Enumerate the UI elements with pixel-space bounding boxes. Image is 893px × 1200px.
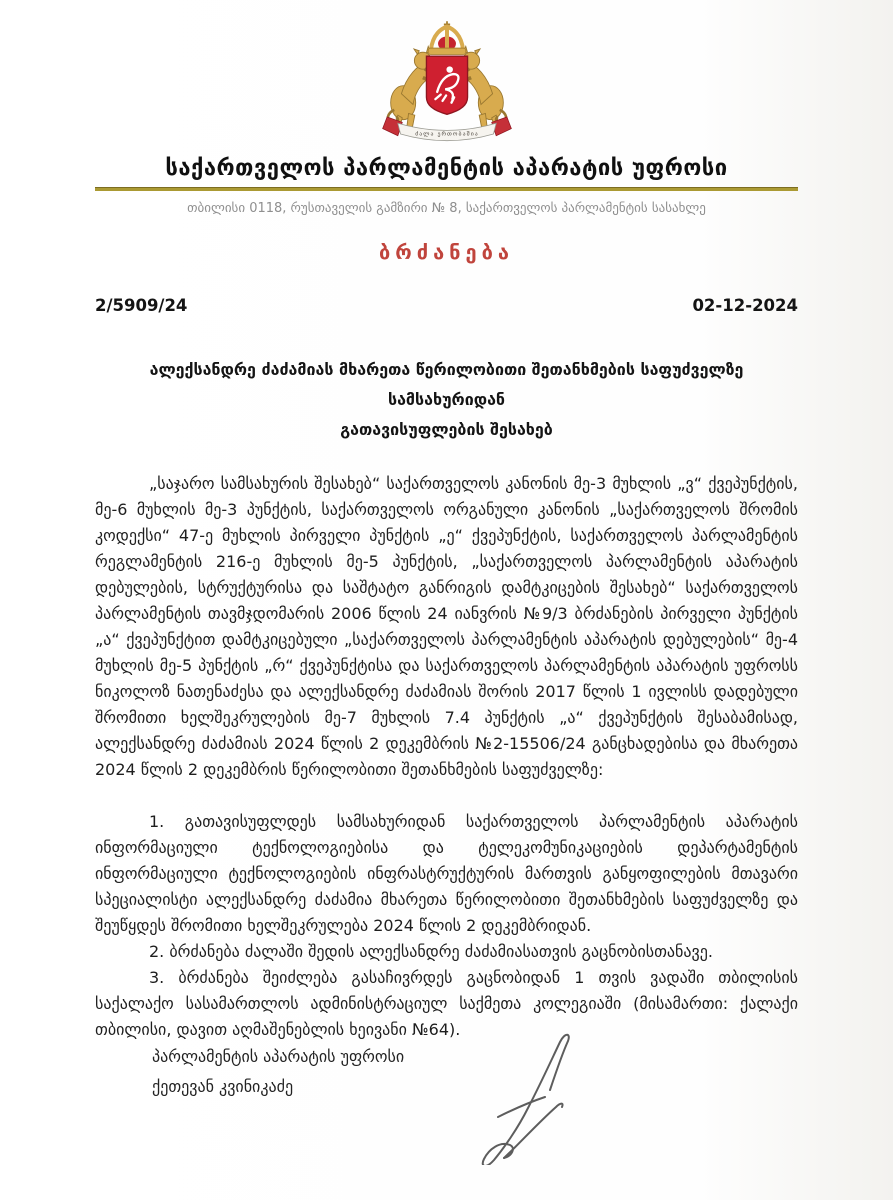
order-item-2: [95, 939, 798, 965]
preamble-paragraph: „საჯარო სამსახურის შესახებ“ საქართველოს კანონის მე-3 მუხლის „ვ“ ქვეპუნქტის, მე-6 მუხლის მე-3 პუნქტის, საქართველოს ორგანული კანონის „საქართველოს შრომის კოდექსი“ 47-ე მუხლის პირველი პუნქტის „ე“ ქვეპუნქტის, საქართველოს პარლამენტის რეგლამენტის 216-ე მუხლის მე-5 პუნქტის, „საქართველოს პარლამენტის აპარატის დებულების, სტრუქტურისა და საშტატო განრიგის დამტკიცების შესახებ“ საქართველოს პარლამენტის თავმჯდომარის 2006 წლის 24 იანვრის №9/3 ბრძანების პირველი პუნქტის „ა“ ქვეპუნქტით დამტკიცებული „საქართველოს პარლამენტის აპარატის დებულების“ მე-4 მუხლის მე-5 პუნქტის „რ“ ქვეპუნქტისა და საქართველოს პარლამენტის აპარატის უფროსს ნიკოლოზ ნათენაძესა და ალექსანდრე ძაძამიას შორის 2017 წლის 1 ივლისს დადებული შრომითი ხელშეკრულების მე-7 მუხლის 7.4 პუნქტის „ა“ ქვეპუნქტის შესაბამისად, ალექსანდრე ძაძამიას 2024 წლის 2 დეკემბრის №2-15506/24 განცხადებისა და მხარეთა 2024 წლის 2 დეკემბრის წერილობითი შეთანხმების საფუძველზე:: [95, 474, 798, 779]
item-text: ბრძანება შეიძლება გასაჩივრდეს გაცნობიდან 1 თვის ვადაში თბილისის საქალაქო სასამართლოს ადმინისტრაციულ საქმეთა კოლეგიაში (მისამართი: ქალაქი თბილისი, დავით აღმაშენებლის ხეივანი №64).: [95, 968, 798, 1039]
motto-text: ძალა ერთობაშია: [414, 131, 479, 138]
org-title: საქართველოს პარლამენტის აპარატის უფროსი: [165, 156, 728, 181]
subject-line-1: ალექსანდრე ძაძამიას მხარეთა წერილობითი შეთანხმების საფუძველზე სამსახურიდან: [149, 360, 744, 409]
signatory-name: ქეთევან კვინიკაძე: [152, 1077, 294, 1096]
meta-row: [95, 296, 798, 315]
crown-icon: [428, 21, 466, 54]
item-number: 1.: [149, 812, 165, 831]
shield-icon: [426, 56, 467, 114]
lion-left-icon: [387, 46, 430, 130]
subject-title: [95, 355, 798, 445]
item-text: გათავისუფლდეს სამსახურიდან საქართველოს პარლამენტის აპარატის ინფორმაციული ტექნოლოგიებისა და ტელეკომუნიკაციების დეპარტამენტის ინფორმაციული ტექნოლოგიების ინფრასტრუქტურის მართვის განყოფილების მთავარი სპეციალისტი ალექსანდრე ძაძამია მხარეთა წერილობითი შეთანხმების საფუძველზე და შეუწყდეს შრომითი ხელშეკრულება 2024 წლის 2 დეკემბრიდან.: [95, 812, 798, 935]
georgia-coat-of-arms-icon: [371, 20, 523, 146]
handwritten-signature-icon: [452, 1010, 627, 1165]
signature-block: [152, 1042, 404, 1102]
signatory-title: პარლამენტის აპარატის უფროსი: [152, 1047, 405, 1066]
item-number: 3.: [149, 968, 165, 987]
lion-right-icon: [462, 46, 505, 130]
emblem-container: [95, 0, 798, 146]
item-text: ბრძანება ძალაში შედის ალექსანდრე ძაძამიასათვის გაცნობისთანავე.: [169, 942, 713, 961]
item-number: 2.: [149, 942, 165, 961]
order-item-1: [95, 809, 798, 939]
order-item-3: [95, 965, 798, 1043]
document-date: 02-12-2024: [692, 296, 798, 315]
header-divider: [95, 187, 798, 191]
org-address: თბილისი 0118, რუსთაველის გამზირი № 8, საქართველოს პარლამენტის სასახლე: [187, 201, 706, 216]
subject-line-2: გათავისუფლების შესახებ: [340, 420, 553, 439]
order-heading: ბრძანება: [379, 240, 514, 264]
document-body: [95, 471, 798, 1043]
document-number: 2/5909/24: [95, 296, 188, 315]
